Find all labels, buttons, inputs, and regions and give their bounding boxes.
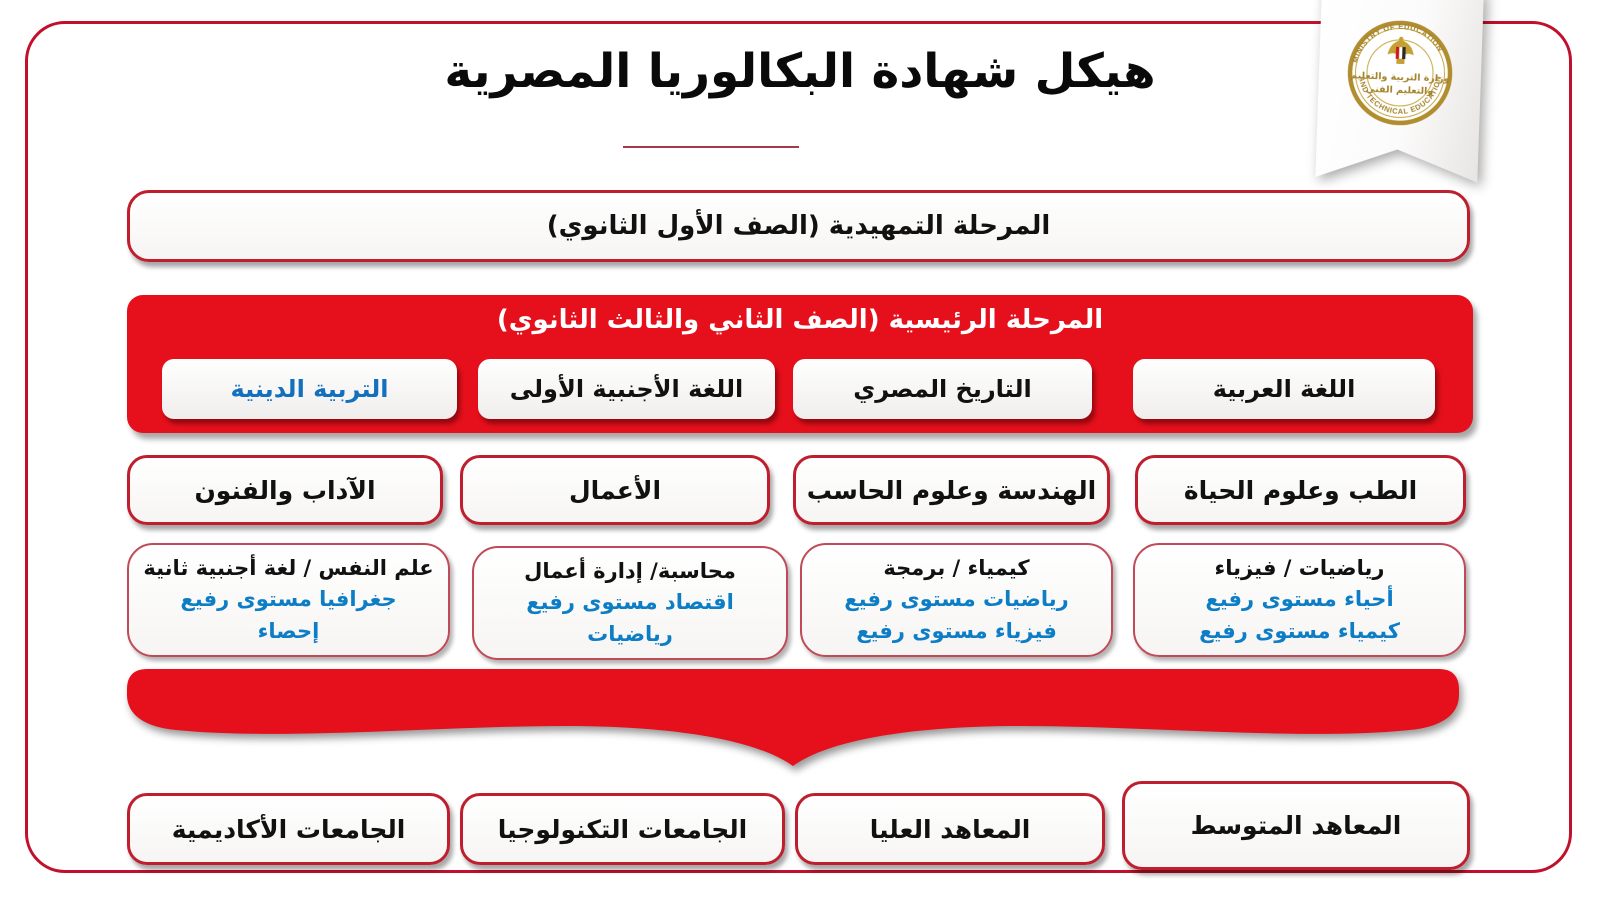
track-business-high-level-2: رياضيات <box>587 621 673 646</box>
seal-ring-text-bottom: AND TECHNICAL EDUCATION <box>1357 75 1443 116</box>
track-engineering-core-subjects: كيمياء / برمجة <box>883 555 1030 580</box>
page-title: هيكل شهادة البكالوريا المصرية <box>444 44 1156 99</box>
track-business-core-subjects: محاسبة/ إدارة أعمال <box>524 558 736 583</box>
main-stage-title: المرحلة الرئيسية (الصف الثاني والثالث الثانوي) <box>496 305 1104 335</box>
title-underline <box>623 146 799 148</box>
track-business-high-level-1: اقتصاد مستوى رفيع <box>526 590 734 615</box>
track-engineering-high-level-2: فيزياء مستوى رفيع <box>856 618 1057 643</box>
track-medicine-high-level-1: أحياء مستوى رفيع <box>1205 587 1394 612</box>
preparatory-stage-box <box>127 190 1470 262</box>
seal-arabic-line1: وزارة التربية والتعليم <box>1350 70 1450 85</box>
seal-arabic-line2: والتعليم الفني <box>1365 83 1434 98</box>
subject-egyptian-history: التاريخ المصري <box>793 359 1092 419</box>
seal-ring-text-top: MINISTRY OF EDUCATION <box>1350 21 1445 64</box>
subject-arabic-language: اللغة العربية <box>1133 359 1435 419</box>
ribbon-banner <box>1315 0 1484 193</box>
main-stage-panel <box>127 295 1473 433</box>
track-medicine-subjects-box <box>1133 543 1466 657</box>
track-arts-high-level-1: جغرافيا مستوى رفيع <box>180 587 397 612</box>
track-arts-and-humanities: الآداب والفنون <box>127 455 443 525</box>
subject-religious-education: التربية الدينية <box>162 359 457 419</box>
destination-technological-universities: الجامعات التكنولوجيا <box>460 793 785 865</box>
track-engineering-subjects-box <box>800 543 1113 657</box>
destination-higher-institutes: المعاهد العليا <box>795 793 1105 865</box>
track-engineering-high-level-1: رياضيات مستوى رفيع <box>844 587 1069 612</box>
ministry-seal-icon <box>1345 18 1455 128</box>
track-medicine-life-sciences: الطب وعلوم الحياة <box>1135 455 1466 525</box>
destination-intermediate-institutes: المعاهد المتوسط <box>1122 781 1470 870</box>
ministry-ribbon <box>1315 0 1484 193</box>
track-arts-core-subjects: علم النفس / لغة أجنبية ثانية <box>143 555 434 580</box>
track-business-subjects-box <box>472 546 788 660</box>
preparatory-stage-label: المرحلة التمهيدية (الصف الأول الثانوي) <box>546 211 1051 241</box>
track-arts-subjects-box <box>127 543 450 657</box>
subject-first-foreign-language: اللغة الأجنبية الأولى <box>478 359 775 419</box>
track-arts-high-level-2: إحصاء <box>257 618 320 643</box>
track-business: الأعمال <box>460 455 770 525</box>
track-engineering-computer-science: الهندسة وعلوم الحاسب <box>793 455 1110 525</box>
track-medicine-high-level-2: كيمياء مستوى رفيع <box>1199 618 1400 643</box>
red-brace-shape <box>127 669 1459 767</box>
track-medicine-core-subjects: رياضيات / فيزياء <box>1214 555 1385 580</box>
destination-academic-universities: الجامعات الأكاديمية <box>127 793 450 865</box>
